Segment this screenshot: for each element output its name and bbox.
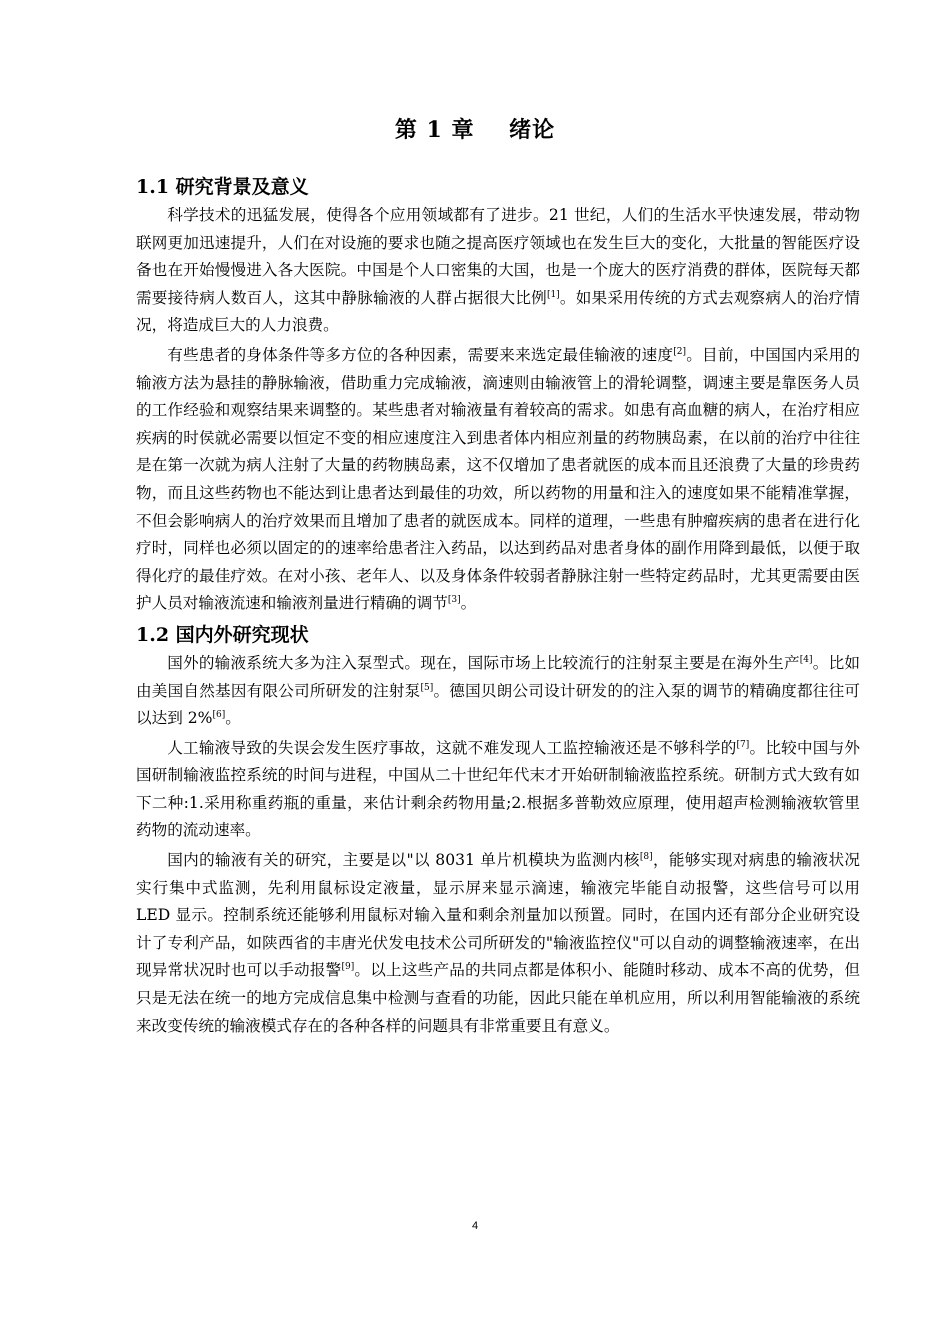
- page-body: [136, 172, 860, 1042]
- citation-ref: [8]: [639, 852, 653, 863]
- paragraph-text: 科学技术的迅猛发展，使得各个应用领域都有了进步。21 世纪，人们的生活水平快速发展，带动物联网更加迅速提升，人们在对设施的要求也随之提高医疗领域也在发生巨大的变化，大批量的智能医疗设备也在开始慢慢进入各大医院。中国是个人口密集的大国，也是一个庞大的医疗消费的群体，医院每天都需要接待病人数百人，这其中静脉输液的人群占据很大比例: [136, 206, 860, 307]
- paragraph-text: 。目前，中国国内采用的输液方法为悬挂的静脉输液，借助重力完成输液，滴速则由输液管上的滑轮调整，调速主要是靠医务人员的工作经验和观察结果来调整的。某些患者对输液量有着较高的需求。如患有高血糖的病人，在治疗相应疾病的时侯就必需要以恒定不变的相应速度注入到患者体内相应剂量的药物胰岛素，在以前的治疗中往往是在第一次就为病人注射了大量的药物胰岛素，这不仅增加了患者就医的成本而且还浪费了大量的珍贵药物，而且这些药物也不能达到让患者达到最佳的功效，所以药物的用量和注入的速度如果不能精准掌握，不但会影响病人的治疗效果而且增加了患者的就医成本。同样的道理，一些患有肿瘤疾病的患者在进行化疗时，同样也必须以固定的的速率给患者注入药品，以达到药品对患者身体的副作用降到最低，以便于取得化疗的最佳疗效。在对小孩、老年人、以及身体条件较弱者静脉注射一些特定药品时，尤其更需要由医护人员对输液流速和输液剂量进行精确的调节: [136, 345, 860, 613]
- body-paragraph: [136, 202, 860, 340]
- citation-ref: [4]: [799, 654, 813, 665]
- section-heading: 1.1 研究背景及意义: [136, 176, 309, 198]
- body-paragraph: [136, 650, 860, 733]
- paragraph-text: 。比较中国与外国研制输液监控系统的时间与进程，中国从二十世纪年代末才开始研制输液监控系统。研制方式大致有如下二种:1.采用称重药瓶的重量，来估计剩余药物用量;2.根据多普勒效应原理，使用超声检测输液软管里药物的流动速率。: [136, 738, 860, 840]
- citation-ref: [2]: [673, 346, 687, 357]
- citation-ref: [3]: [447, 595, 461, 606]
- page-number: 4: [471, 1220, 479, 1232]
- paragraph-text: 。以上这些产品的共同点都是体积小、能随时移动、成本不高的优势，但只是无法在统一的地方完成信息集中检测与查看的功能，因此只能在单机应用，所以利用智能输液的系统来改变传统的输液模式存在的各种各样的问题具有非常重要且有意义。: [136, 961, 860, 1035]
- section-heading: 1.2 国内外研究现状: [136, 623, 309, 646]
- paragraph-text: 国内的输液有关的研究，主要是以"以 8031 单片机模块为监测内核: [167, 851, 640, 870]
- paragraph-text: 。比如由美国自然基因有限公司所研发的注射泵: [136, 653, 860, 700]
- citation-ref: [5]: [420, 682, 434, 693]
- citation-ref: [7]: [736, 739, 750, 750]
- paragraph-text: 。: [460, 594, 477, 613]
- citation-ref: [9]: [341, 962, 355, 973]
- paragraph-text: 人工输液导致的失误会发生医疗事故，这就不难发现人工监控输液还是不够科学的: [167, 738, 737, 757]
- paragraph-text: ，能够实现对病患的输液状况实行集中式监测，先利用鼠标设定液量，显示屏来显示滴速，输液完毕能自动报警，这些信号可以用 LED 显示。控制系统还能够利用鼠标对输入量和剩余剂量加以预置。同时，在国内还有部分企业研究设计了专利产品，如陕西省的丰唐光伏发电技术公司所研发的"输液监控仪"可以自动的调整输液速率，在出现异常状况时也可以手动报警: [136, 851, 860, 980]
- body-paragraph: [136, 735, 860, 845]
- paragraph-text: 有些患者的身体条件等多方位的各种因素，需要来来选定最佳输液的速度: [167, 345, 674, 364]
- chapter-title: 第 1 章 绪论: [394, 117, 556, 143]
- paragraph-text: 。德国贝朗公司设计研发的的注入泵的调节的精确度都往往可以达到 2%: [136, 681, 860, 728]
- citation-ref: [1]: [546, 289, 560, 300]
- body-paragraph: [136, 847, 860, 1040]
- paragraph-text: 。: [225, 709, 241, 728]
- citation-ref: [6]: [212, 710, 226, 721]
- paragraph-text: 国外的输液系统大多为注入泵型式。现在，国际市场上比较流行的注射泵主要是在海外生产: [167, 653, 800, 672]
- body-paragraph: [136, 342, 860, 618]
- paragraph-text: 。如果采用传统的方式去观察病人的治疗情况，将造成巨大的人力浪费。: [136, 288, 860, 335]
